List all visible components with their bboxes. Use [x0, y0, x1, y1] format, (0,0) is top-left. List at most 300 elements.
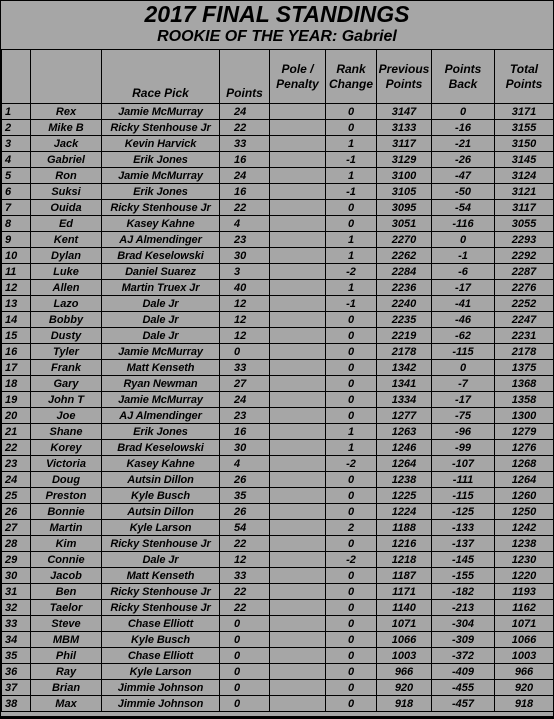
col-header-points-back: Points Back	[432, 50, 495, 104]
race-pick-cell: Matt Kenseth	[102, 568, 220, 584]
pole-penalty-cell	[270, 264, 326, 280]
player-name: Max	[31, 696, 102, 712]
rank-cell: 32	[2, 600, 31, 616]
race-pick-cell: Kyle Larson	[102, 664, 220, 680]
previous-points-cell: 1277	[377, 408, 432, 424]
points-cell: 12	[220, 552, 270, 568]
player-name: Tyler	[31, 344, 102, 360]
points-back-cell: -16	[432, 120, 495, 136]
points-cell: 35	[220, 488, 270, 504]
rank-change-cell: 0	[326, 664, 377, 680]
rank-cell: 17	[2, 360, 31, 376]
pole-penalty-cell	[270, 424, 326, 440]
points-back-cell: -372	[432, 648, 495, 664]
points-cell: 27	[220, 376, 270, 392]
player-name: Dylan	[31, 248, 102, 264]
previous-points-cell: 1341	[377, 376, 432, 392]
table-row	[2, 408, 554, 424]
previous-points-cell: 966	[377, 664, 432, 680]
table-row	[2, 344, 554, 360]
previous-points-cell: 2236	[377, 280, 432, 296]
rank-change-cell: 0	[326, 344, 377, 360]
points-cell: 22	[220, 584, 270, 600]
race-pick-cell: Kasey Kahne	[102, 216, 220, 232]
previous-points-cell: 1188	[377, 520, 432, 536]
player-name: Victoria	[31, 456, 102, 472]
previous-points-cell: 1264	[377, 456, 432, 472]
player-name: Martin	[31, 520, 102, 536]
player-name: Kent	[31, 232, 102, 248]
total-points-cell: 3145	[495, 152, 554, 168]
rank-cell: 8	[2, 216, 31, 232]
rank-change-cell: 0	[326, 312, 377, 328]
player-name: Mike B	[31, 120, 102, 136]
points-back-cell: -7	[432, 376, 495, 392]
race-pick-cell: Kasey Kahne	[102, 456, 220, 472]
rank-cell: 36	[2, 664, 31, 680]
total-points-cell: 2293	[495, 232, 554, 248]
previous-points-cell: 1171	[377, 584, 432, 600]
player-name: Connie	[31, 552, 102, 568]
table-row	[2, 424, 554, 440]
points-cell: 33	[220, 360, 270, 376]
table-row	[2, 536, 554, 552]
points-back-cell: -99	[432, 440, 495, 456]
points-back-cell: -116	[432, 216, 495, 232]
points-back-cell: -17	[432, 280, 495, 296]
player-name: Suksi	[31, 184, 102, 200]
previous-points-cell: 2178	[377, 344, 432, 360]
points-cell: 0	[220, 648, 270, 664]
previous-points-cell: 1225	[377, 488, 432, 504]
previous-points-cell: 1238	[377, 472, 432, 488]
previous-points-cell: 3095	[377, 200, 432, 216]
rank-change-cell: 0	[326, 584, 377, 600]
total-points-cell: 1264	[495, 472, 554, 488]
table-row	[2, 104, 554, 120]
total-points-cell: 2292	[495, 248, 554, 264]
table-row	[2, 472, 554, 488]
pole-penalty-cell	[270, 216, 326, 232]
pole-penalty-cell	[270, 520, 326, 536]
rank-cell: 2	[2, 120, 31, 136]
pole-penalty-cell	[270, 376, 326, 392]
rank-cell: 29	[2, 552, 31, 568]
points-cell: 16	[220, 184, 270, 200]
points-back-cell: -17	[432, 392, 495, 408]
points-back-cell: 0	[432, 104, 495, 120]
race-pick-cell: Jimmie Johnson	[102, 680, 220, 696]
previous-points-cell: 1224	[377, 504, 432, 520]
points-cell: 0	[220, 616, 270, 632]
player-name: Ben	[31, 584, 102, 600]
total-points-cell: 1003	[495, 648, 554, 664]
rank-change-cell: 1	[326, 440, 377, 456]
rank-cell: 30	[2, 568, 31, 584]
table-row	[2, 648, 554, 664]
pole-penalty-cell	[270, 472, 326, 488]
table-row	[2, 376, 554, 392]
total-points-cell: 1300	[495, 408, 554, 424]
col-header-race-pick: Race Pick	[102, 50, 220, 104]
pole-penalty-cell	[270, 504, 326, 520]
rank-cell: 26	[2, 504, 31, 520]
table-row	[2, 392, 554, 408]
rank-cell: 3	[2, 136, 31, 152]
table-header-row	[2, 50, 554, 104]
table-row	[2, 440, 554, 456]
col-header-previous-points: Previous Points	[377, 50, 432, 104]
previous-points-cell: 1216	[377, 536, 432, 552]
col-header-name	[31, 50, 102, 104]
race-pick-cell: Erik Jones	[102, 152, 220, 168]
table-row	[2, 216, 554, 232]
player-name: Korey	[31, 440, 102, 456]
points-cell: 54	[220, 520, 270, 536]
pole-penalty-cell	[270, 488, 326, 504]
pole-penalty-cell	[270, 552, 326, 568]
rank-change-cell: -2	[326, 552, 377, 568]
player-name: Lazo	[31, 296, 102, 312]
previous-points-cell: 1140	[377, 600, 432, 616]
rank-cell: 18	[2, 376, 31, 392]
points-cell: 40	[220, 280, 270, 296]
points-cell: 12	[220, 328, 270, 344]
previous-points-cell: 1187	[377, 568, 432, 584]
points-back-cell: -41	[432, 296, 495, 312]
rank-change-cell: -1	[326, 296, 377, 312]
points-cell: 16	[220, 424, 270, 440]
previous-points-cell: 2219	[377, 328, 432, 344]
race-pick-cell: Martin Truex Jr	[102, 280, 220, 296]
race-pick-cell: Kyle Larson	[102, 520, 220, 536]
race-pick-cell: Brad Keselowski	[102, 248, 220, 264]
points-back-cell: 0	[432, 232, 495, 248]
previous-points-cell: 3051	[377, 216, 432, 232]
previous-points-cell: 3117	[377, 136, 432, 152]
player-name: Steve	[31, 616, 102, 632]
pole-penalty-cell	[270, 664, 326, 680]
standings-rows	[2, 104, 554, 712]
pole-penalty-cell	[270, 344, 326, 360]
total-points-cell: 1066	[495, 632, 554, 648]
total-points-cell: 918	[495, 696, 554, 712]
table-row	[2, 168, 554, 184]
pole-penalty-cell	[270, 632, 326, 648]
rank-cell: 14	[2, 312, 31, 328]
total-points-cell: 2231	[495, 328, 554, 344]
race-pick-cell: Jamie McMurray	[102, 344, 220, 360]
total-points-cell: 1368	[495, 376, 554, 392]
race-pick-cell: Ricky Stenhouse Jr	[102, 120, 220, 136]
points-back-cell: -47	[432, 168, 495, 184]
col-header-rank-change: Rank Change	[326, 50, 377, 104]
total-points-cell: 1279	[495, 424, 554, 440]
race-pick-cell: Erik Jones	[102, 184, 220, 200]
total-points-cell: 3171	[495, 104, 554, 120]
table-row	[2, 600, 554, 616]
total-points-cell: 1268	[495, 456, 554, 472]
rank-change-cell: -1	[326, 184, 377, 200]
pole-penalty-cell	[270, 408, 326, 424]
table-row	[2, 360, 554, 376]
points-back-cell: -54	[432, 200, 495, 216]
rank-cell: 7	[2, 200, 31, 216]
pole-penalty-cell	[270, 328, 326, 344]
pole-penalty-cell	[270, 296, 326, 312]
rank-cell: 20	[2, 408, 31, 424]
player-name: Doug	[31, 472, 102, 488]
table-row	[2, 312, 554, 328]
race-pick-cell: Jimmie Johnson	[102, 696, 220, 712]
points-back-cell: -107	[432, 456, 495, 472]
pole-penalty-cell	[270, 184, 326, 200]
rank-cell: 6	[2, 184, 31, 200]
race-pick-cell: AJ Almendinger	[102, 232, 220, 248]
pole-penalty-cell	[270, 104, 326, 120]
pole-penalty-cell	[270, 120, 326, 136]
player-name: Phil	[31, 648, 102, 664]
rank-change-cell: -1	[326, 152, 377, 168]
rank-cell: 12	[2, 280, 31, 296]
points-cell: 24	[220, 104, 270, 120]
rank-cell: 31	[2, 584, 31, 600]
points-cell: 4	[220, 216, 270, 232]
rank-cell: 24	[2, 472, 31, 488]
table-row	[2, 552, 554, 568]
points-cell: 22	[220, 536, 270, 552]
total-points-cell: 1238	[495, 536, 554, 552]
pole-penalty-cell	[270, 152, 326, 168]
player-name: Shane	[31, 424, 102, 440]
points-cell: 26	[220, 504, 270, 520]
points-back-cell: -409	[432, 664, 495, 680]
table-row	[2, 152, 554, 168]
player-name: Allen	[31, 280, 102, 296]
rank-change-cell: 1	[326, 280, 377, 296]
points-back-cell: -133	[432, 520, 495, 536]
rank-change-cell: 0	[326, 696, 377, 712]
player-name: Luke	[31, 264, 102, 280]
points-back-cell: -155	[432, 568, 495, 584]
rank-change-cell: 0	[326, 216, 377, 232]
rank-change-cell: 0	[326, 504, 377, 520]
table-row	[2, 232, 554, 248]
points-cell: 3	[220, 264, 270, 280]
rank-change-cell: 0	[326, 104, 377, 120]
rank-change-cell: 0	[326, 632, 377, 648]
race-pick-cell: Autsin Dillon	[102, 472, 220, 488]
race-pick-cell: Jamie McMurray	[102, 392, 220, 408]
rank-change-cell: 1	[326, 168, 377, 184]
race-pick-cell: Erik Jones	[102, 424, 220, 440]
rank-cell: 11	[2, 264, 31, 280]
table-row	[2, 248, 554, 264]
total-points-cell: 3155	[495, 120, 554, 136]
rank-change-cell: 0	[326, 680, 377, 696]
total-points-cell: 966	[495, 664, 554, 680]
table-row	[2, 664, 554, 680]
player-name: Jack	[31, 136, 102, 152]
rank-change-cell: 0	[326, 408, 377, 424]
points-back-cell: -115	[432, 344, 495, 360]
pole-penalty-cell	[270, 696, 326, 712]
pole-penalty-cell	[270, 648, 326, 664]
table-row	[2, 184, 554, 200]
table-row	[2, 568, 554, 584]
rank-change-cell: 0	[326, 120, 377, 136]
pole-penalty-cell	[270, 680, 326, 696]
pole-penalty-cell	[270, 360, 326, 376]
rank-change-cell: 0	[326, 328, 377, 344]
player-name: Kim	[31, 536, 102, 552]
previous-points-cell: 3129	[377, 152, 432, 168]
rank-cell: 23	[2, 456, 31, 472]
points-cell: 30	[220, 248, 270, 264]
player-name: Dusty	[31, 328, 102, 344]
rank-cell: 25	[2, 488, 31, 504]
points-back-cell: -21	[432, 136, 495, 152]
race-pick-cell: AJ Almendinger	[102, 408, 220, 424]
pole-penalty-cell	[270, 440, 326, 456]
total-points-cell: 1276	[495, 440, 554, 456]
pole-penalty-cell	[270, 312, 326, 328]
points-back-cell: -309	[432, 632, 495, 648]
rank-cell: 21	[2, 424, 31, 440]
pole-penalty-cell	[270, 392, 326, 408]
rank-change-cell: 1	[326, 424, 377, 440]
rank-change-cell: 0	[326, 648, 377, 664]
total-points-cell: 1220	[495, 568, 554, 584]
player-name: Frank	[31, 360, 102, 376]
race-pick-cell: Kyle Busch	[102, 632, 220, 648]
points-back-cell: -137	[432, 536, 495, 552]
table-row	[2, 200, 554, 216]
player-name: Ray	[31, 664, 102, 680]
points-cell: 0	[220, 696, 270, 712]
race-pick-cell: Ricky Stenhouse Jr	[102, 200, 220, 216]
points-cell: 12	[220, 296, 270, 312]
pole-penalty-cell	[270, 232, 326, 248]
total-points-cell: 1193	[495, 584, 554, 600]
rank-cell: 15	[2, 328, 31, 344]
table-row	[2, 488, 554, 504]
total-points-cell: 1242	[495, 520, 554, 536]
previous-points-cell: 3100	[377, 168, 432, 184]
total-points-cell: 1162	[495, 600, 554, 616]
race-pick-cell: Jamie McMurray	[102, 168, 220, 184]
total-points-cell: 920	[495, 680, 554, 696]
table-row	[2, 504, 554, 520]
pole-penalty-cell	[270, 168, 326, 184]
page-title: 2017 FINAL STANDINGS	[144, 1, 410, 27]
total-points-cell: 1071	[495, 616, 554, 632]
player-name: Brian	[31, 680, 102, 696]
rank-change-cell: 0	[326, 600, 377, 616]
race-pick-cell: Kevin Harvick	[102, 136, 220, 152]
rank-cell: 10	[2, 248, 31, 264]
rank-cell: 35	[2, 648, 31, 664]
previous-points-cell: 1342	[377, 360, 432, 376]
previous-points-cell: 2284	[377, 264, 432, 280]
rank-change-cell: 0	[326, 488, 377, 504]
race-pick-cell: Dale Jr	[102, 552, 220, 568]
table-row	[2, 696, 554, 712]
player-name: Ed	[31, 216, 102, 232]
previous-points-cell: 3147	[377, 104, 432, 120]
points-cell: 0	[220, 632, 270, 648]
table-row	[2, 280, 554, 296]
points-back-cell: -46	[432, 312, 495, 328]
pole-penalty-cell	[270, 584, 326, 600]
previous-points-cell: 3105	[377, 184, 432, 200]
rank-change-cell: 0	[326, 360, 377, 376]
race-pick-cell: Autsin Dillon	[102, 504, 220, 520]
points-cell: 33	[220, 568, 270, 584]
total-points-cell: 3055	[495, 216, 554, 232]
points-back-cell: -457	[432, 696, 495, 712]
rank-cell: 38	[2, 696, 31, 712]
rank-change-cell: 1	[326, 136, 377, 152]
race-pick-cell: Ricky Stenhouse Jr	[102, 600, 220, 616]
race-pick-cell: Dale Jr	[102, 328, 220, 344]
total-points-cell: 3124	[495, 168, 554, 184]
points-cell: 23	[220, 232, 270, 248]
player-name: Bonnie	[31, 504, 102, 520]
pole-penalty-cell	[270, 136, 326, 152]
previous-points-cell: 2262	[377, 248, 432, 264]
rank-cell: 1	[2, 104, 31, 120]
rank-cell: 13	[2, 296, 31, 312]
total-points-cell: 1230	[495, 552, 554, 568]
points-cell: 16	[220, 152, 270, 168]
points-back-cell: -304	[432, 616, 495, 632]
previous-points-cell: 1066	[377, 632, 432, 648]
race-pick-cell: Matt Kenseth	[102, 360, 220, 376]
race-pick-cell: Chase Elliott	[102, 648, 220, 664]
race-pick-cell: Dale Jr	[102, 296, 220, 312]
points-cell: 24	[220, 392, 270, 408]
rank-cell: 37	[2, 680, 31, 696]
points-back-cell: -75	[432, 408, 495, 424]
points-cell: 22	[220, 200, 270, 216]
table-row	[2, 616, 554, 632]
total-points-cell: 2287	[495, 264, 554, 280]
total-points-cell: 2252	[495, 296, 554, 312]
rank-cell: 33	[2, 616, 31, 632]
previous-points-cell: 2270	[377, 232, 432, 248]
pole-penalty-cell	[270, 600, 326, 616]
previous-points-cell: 920	[377, 680, 432, 696]
player-name: Ron	[31, 168, 102, 184]
points-cell: 26	[220, 472, 270, 488]
points-cell: 33	[220, 136, 270, 152]
total-points-cell: 1260	[495, 488, 554, 504]
previous-points-cell: 1246	[377, 440, 432, 456]
points-back-cell: -115	[432, 488, 495, 504]
rank-cell: 19	[2, 392, 31, 408]
player-name: Gary	[31, 376, 102, 392]
table-row	[2, 264, 554, 280]
points-back-cell: -1	[432, 248, 495, 264]
rookie-of-the-year: ROOKIE OF THE YEAR: Gabriel	[157, 28, 397, 45]
rank-cell: 9	[2, 232, 31, 248]
rank-change-cell: -2	[326, 456, 377, 472]
player-name: Rex	[31, 104, 102, 120]
previous-points-cell: 1071	[377, 616, 432, 632]
rank-change-cell: 2	[326, 520, 377, 536]
race-pick-cell: Dale Jr	[102, 312, 220, 328]
